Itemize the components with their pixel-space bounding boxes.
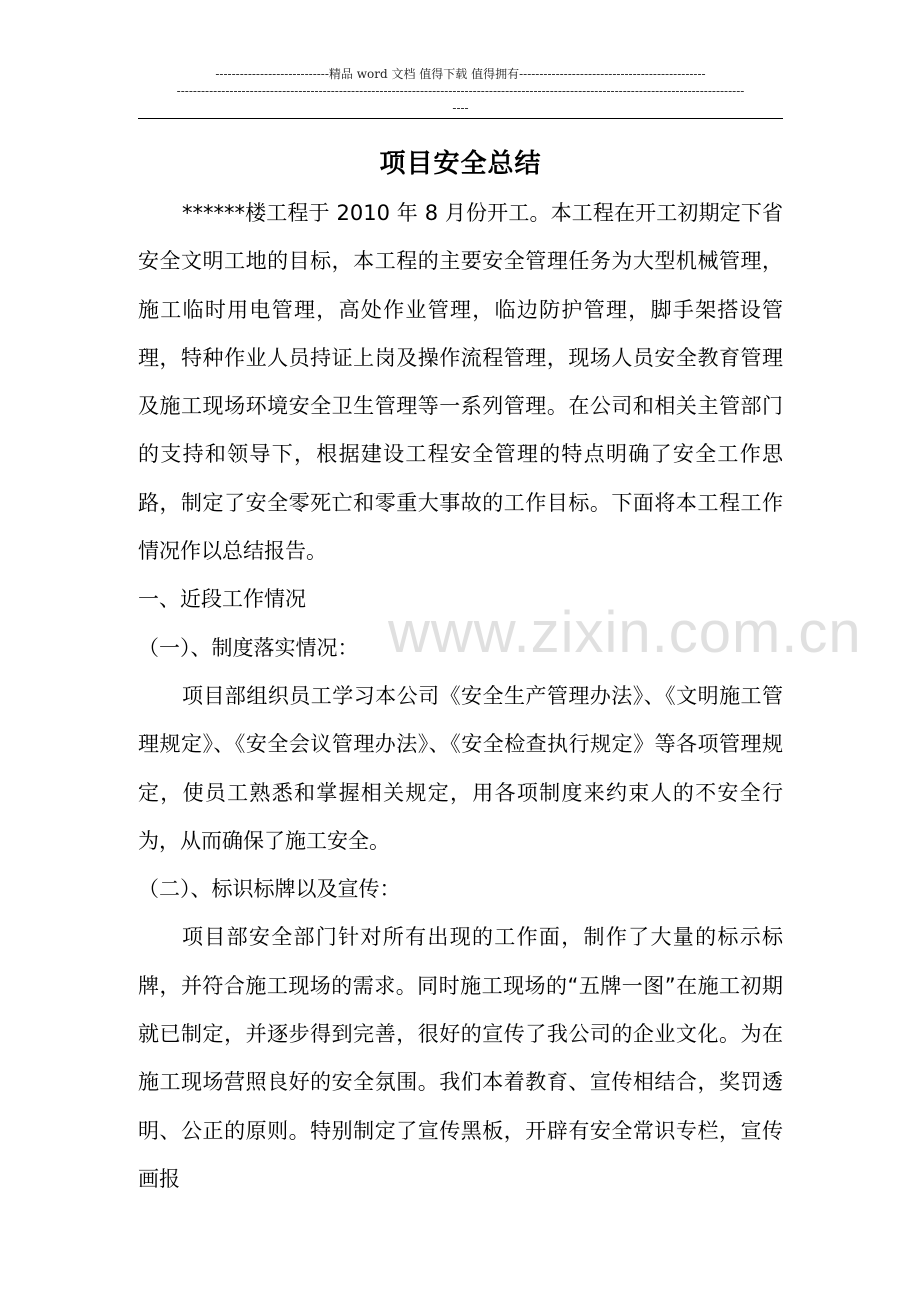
subsection-heading-1: （一）、制度落实情况： [138, 635, 359, 660]
header-dashes: -------------------------------------------------------------------------------------------------------------------------------------------- [176, 84, 745, 98]
intro-paragraph: ******楼工程于 2010 年 8 月份开工。本工程在开工初期定下省安全文明工地的目标，本工程的主要安全管理任务为大型机械管理，施工临时用电管理，高处作业管理，临边防护管理，脚手架搭设管理，特种作业人员持证上岗及操作流程管理，现场人员安全教育管理及施工现场环境安全卫生管理等一系列管理。在公司和相关主管部门的支持和领导下，根据建设工程安全管理的特点明确了安全工作思路，制定了安全零死亡和零重大事故的工作目标。下面将本工程工作情况作以总结报告。 [138, 201, 783, 564]
document-title: 项目安全总结 [379, 149, 542, 179]
subsection-heading-2: （二）、标识标牌以及宣传： [138, 877, 401, 902]
header-dashes-tail: ---- [452, 101, 469, 115]
watermark: www.zixin.com.cn [388, 600, 862, 665]
body-paragraph: 项目部安全部门针对所有出现的工作面，制作了大量的标示标牌，并符合施工现场的需求。同时施工现场的“五牌一图”在施工初期就已制定，并逐步得到完善，很好的宣传了我公司的企业文化。为在施工现场营照良好的安全氛围。我们本着教育、宣传相结合，奖罚透明、公正的原则。特别制定了宣传黑板，开辟有安全常识专栏，宣传画报 [138, 925, 783, 1191]
page-header [138, 66, 783, 117]
header-divider [138, 118, 783, 119]
document-body [138, 189, 783, 1203]
header-banner: ----------------------------精品 word 文档 值得下载 值得拥有---------------------------------------------- [215, 67, 706, 81]
body-paragraph: 项目部组织员工学习本公司《安全生产管理办法》、《文明施工管理规定》、《安全会议管理办法》、《安全检查执行规定》等各项管理规定，使员工熟悉和掌握相关规定，用各项制度来约束人的不安全行为，从而确保了施工安全。 [138, 683, 783, 853]
section-heading-1: 一、近段工作情况 [138, 587, 306, 612]
